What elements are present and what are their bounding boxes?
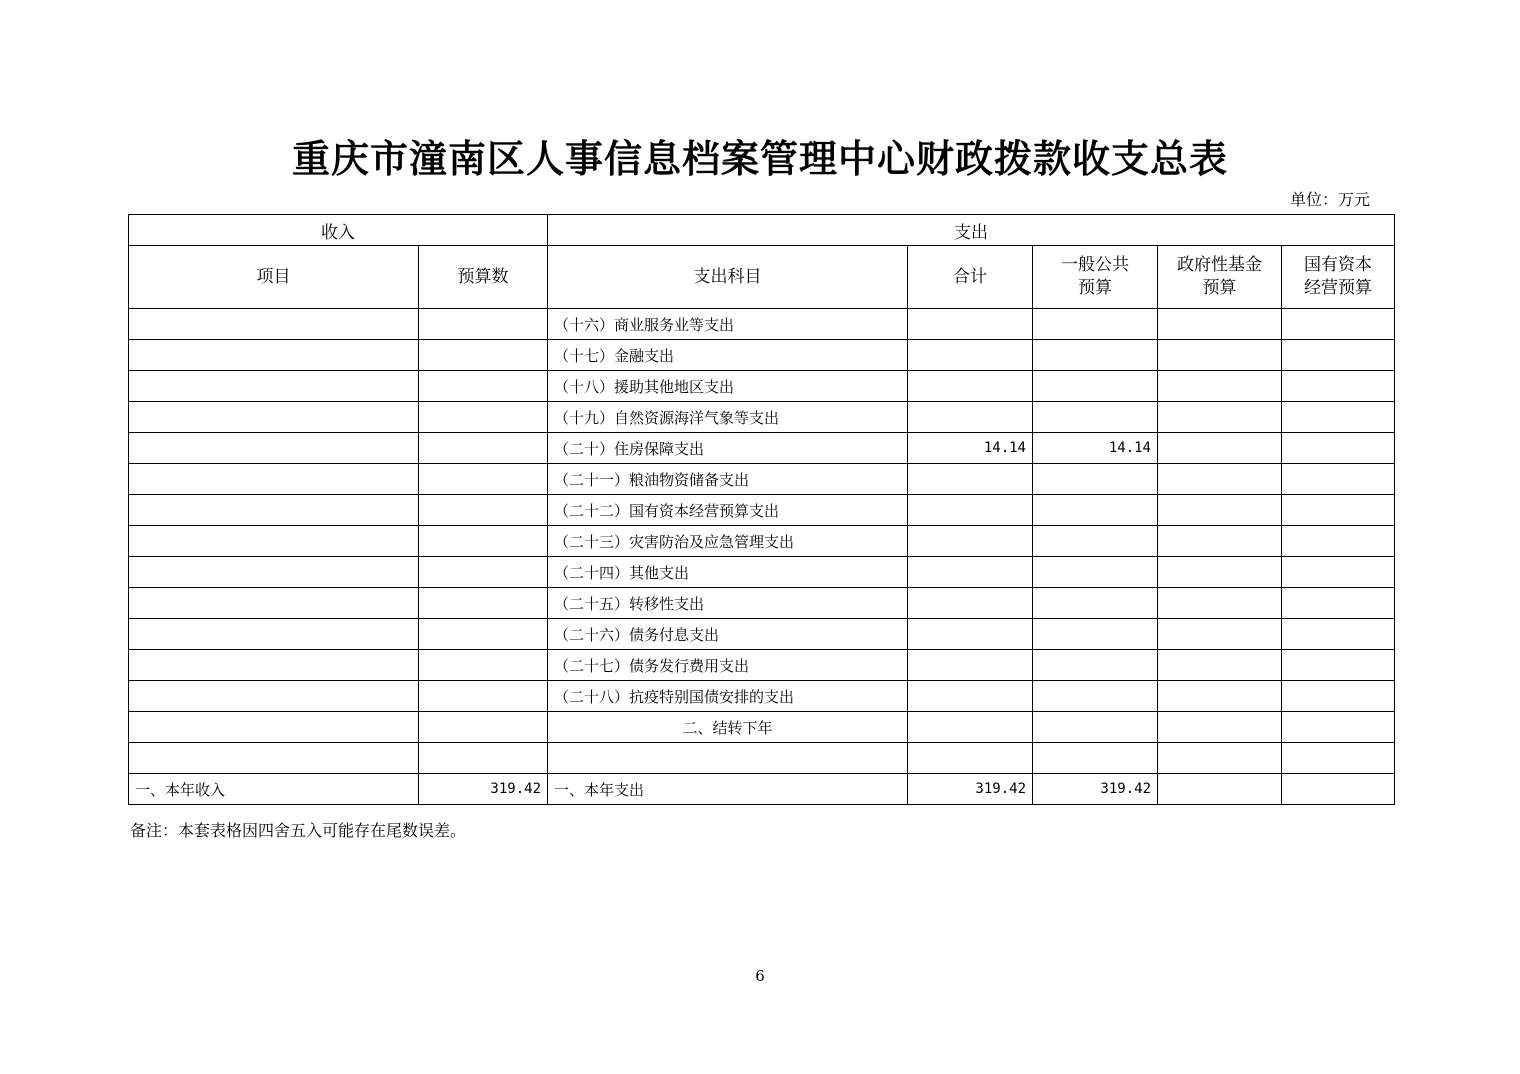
cell-budget — [419, 402, 548, 433]
cell-fund — [1158, 402, 1282, 433]
cell-budget — [419, 650, 548, 681]
cell-item — [129, 433, 419, 464]
table-row — [129, 402, 1395, 433]
expense-header: 支出 — [548, 215, 1395, 246]
cell-budget — [419, 557, 548, 588]
cell-general — [1033, 402, 1158, 433]
col-header-general: 一般公共 预算 — [1033, 246, 1158, 309]
cell-total — [908, 526, 1033, 557]
expense-fund-value — [1158, 774, 1282, 805]
cell-budget — [419, 619, 548, 650]
cell-subject: （十七）金融支出 — [548, 340, 908, 371]
cell-general — [1033, 588, 1158, 619]
col-header-total: 合计 — [908, 246, 1033, 309]
cell-fund — [1158, 650, 1282, 681]
col-header-item: 项目 — [129, 246, 419, 309]
cell-total: 14.14 — [908, 433, 1033, 464]
cell-item — [129, 588, 419, 619]
cell-general — [1033, 619, 1158, 650]
cell-general — [1033, 681, 1158, 712]
carryover-label: 二、结转下年 — [548, 712, 908, 743]
table-row — [129, 619, 1395, 650]
cell-subject: （二十六）债务付息支出 — [548, 619, 908, 650]
cell-fund — [1158, 681, 1282, 712]
cell-state — [1282, 340, 1395, 371]
cell-budget — [419, 495, 548, 526]
cell-subject: （十六）商业服务业等支出 — [548, 309, 908, 340]
budget-table — [128, 214, 1395, 805]
cell-state — [1282, 588, 1395, 619]
cell-state — [1282, 650, 1395, 681]
expense-general-value: 319.42 — [1033, 774, 1158, 805]
cell-budget — [419, 526, 548, 557]
cell-total — [908, 619, 1033, 650]
cell-total — [908, 681, 1033, 712]
cell-general — [1033, 371, 1158, 402]
cell-fund — [1158, 464, 1282, 495]
table-row — [129, 464, 1395, 495]
cell-item — [129, 495, 419, 526]
cell-subject: （二十五）转移性支出 — [548, 588, 908, 619]
table-row — [129, 340, 1395, 371]
unit-label: 单位：万元 — [1290, 190, 1371, 209]
cell-general — [1033, 526, 1158, 557]
cell-total — [908, 495, 1033, 526]
cell-item — [129, 340, 419, 371]
table-row-totals — [129, 774, 1395, 805]
col-header-subject: 支出科目 — [548, 246, 908, 309]
cell-general — [1033, 495, 1158, 526]
cell-general — [1033, 340, 1158, 371]
cell-general — [1033, 650, 1158, 681]
cell-general: 14.14 — [1033, 433, 1158, 464]
cell-state — [1282, 557, 1395, 588]
cell-budget — [419, 433, 548, 464]
table-row-carryover — [129, 712, 1395, 743]
cell-subject: （二十七）债务发行费用支出 — [548, 650, 908, 681]
cell-total — [908, 371, 1033, 402]
cell-subject: （二十二）国有资本经营预算支出 — [548, 495, 908, 526]
income-total-label: 一、本年收入 — [129, 774, 419, 805]
cell-item — [129, 650, 419, 681]
cell-item — [129, 619, 419, 650]
page-number: 6 — [755, 967, 765, 985]
expense-state-value — [1282, 774, 1395, 805]
cell-item — [129, 681, 419, 712]
table-row — [129, 309, 1395, 340]
cell-general — [1033, 557, 1158, 588]
cell-state — [1282, 464, 1395, 495]
cell-subject: （二十三）灾害防治及应急管理支出 — [548, 526, 908, 557]
cell-subject: （二十八）抗疫特别国债安排的支出 — [548, 681, 908, 712]
col-header-state: 国有资本 经营预算 — [1282, 246, 1395, 309]
cell-subject: （十九）自然资源海洋气象等支出 — [548, 402, 908, 433]
cell-budget — [419, 340, 548, 371]
cell-state — [1282, 309, 1395, 340]
cell-state — [1282, 681, 1395, 712]
cell-budget — [419, 588, 548, 619]
cell-total — [908, 464, 1033, 495]
cell-subject: （二十）住房保障支出 — [548, 433, 908, 464]
cell-subject: （二十四）其他支出 — [548, 557, 908, 588]
cell-item — [129, 402, 419, 433]
table-row — [129, 557, 1395, 588]
cell-item — [129, 557, 419, 588]
cell-state — [1282, 402, 1395, 433]
cell-fund — [1158, 495, 1282, 526]
cell-state — [1282, 619, 1395, 650]
cell-fund — [1158, 619, 1282, 650]
income-header: 收入 — [129, 215, 548, 246]
cell-general — [1033, 309, 1158, 340]
cell-budget — [419, 681, 548, 712]
cell-budget — [419, 309, 548, 340]
cell-total — [908, 650, 1033, 681]
cell-item — [129, 309, 419, 340]
cell-total — [908, 588, 1033, 619]
cell-fund — [1158, 557, 1282, 588]
cell-state — [1282, 526, 1395, 557]
cell-total — [908, 557, 1033, 588]
cell-state — [1282, 433, 1395, 464]
table-row — [129, 588, 1395, 619]
income-total-value: 319.42 — [419, 774, 548, 805]
table-row — [129, 433, 1395, 464]
cell-item — [129, 371, 419, 402]
table-row — [129, 650, 1395, 681]
header-row-top — [129, 215, 1395, 246]
cell-state — [1282, 371, 1395, 402]
cell-subject: （二十一）粮油物资储备支出 — [548, 464, 908, 495]
cell-general — [1033, 464, 1158, 495]
footnote: 备注：本套表格因四舍五入可能存在尾数误差。 — [130, 821, 467, 840]
cell-total — [908, 309, 1033, 340]
cell-item — [129, 526, 419, 557]
cell-total — [908, 402, 1033, 433]
cell-fund — [1158, 588, 1282, 619]
table-row-empty — [129, 743, 1395, 774]
cell-budget — [419, 371, 548, 402]
expense-total-label: 一、本年支出 — [548, 774, 908, 805]
cell-subject: （十八）援助其他地区支出 — [548, 371, 908, 402]
table-row — [129, 526, 1395, 557]
cell-total — [908, 340, 1033, 371]
col-header-budget: 预算数 — [419, 246, 548, 309]
col-header-fund: 政府性基金 预算 — [1158, 246, 1282, 309]
cell-state — [1282, 495, 1395, 526]
table-row — [129, 371, 1395, 402]
header-row-columns — [129, 246, 1395, 309]
cell-fund — [1158, 526, 1282, 557]
cell-fund — [1158, 309, 1282, 340]
cell-fund — [1158, 433, 1282, 464]
cell-item — [129, 464, 419, 495]
table-row — [129, 495, 1395, 526]
cell-fund — [1158, 340, 1282, 371]
page-title: 重庆市潼南区人事信息档案管理中心财政拨款收支总表 — [291, 136, 1228, 181]
expense-total-value: 319.42 — [908, 774, 1033, 805]
cell-fund — [1158, 371, 1282, 402]
table-row — [129, 681, 1395, 712]
cell-budget — [419, 464, 548, 495]
